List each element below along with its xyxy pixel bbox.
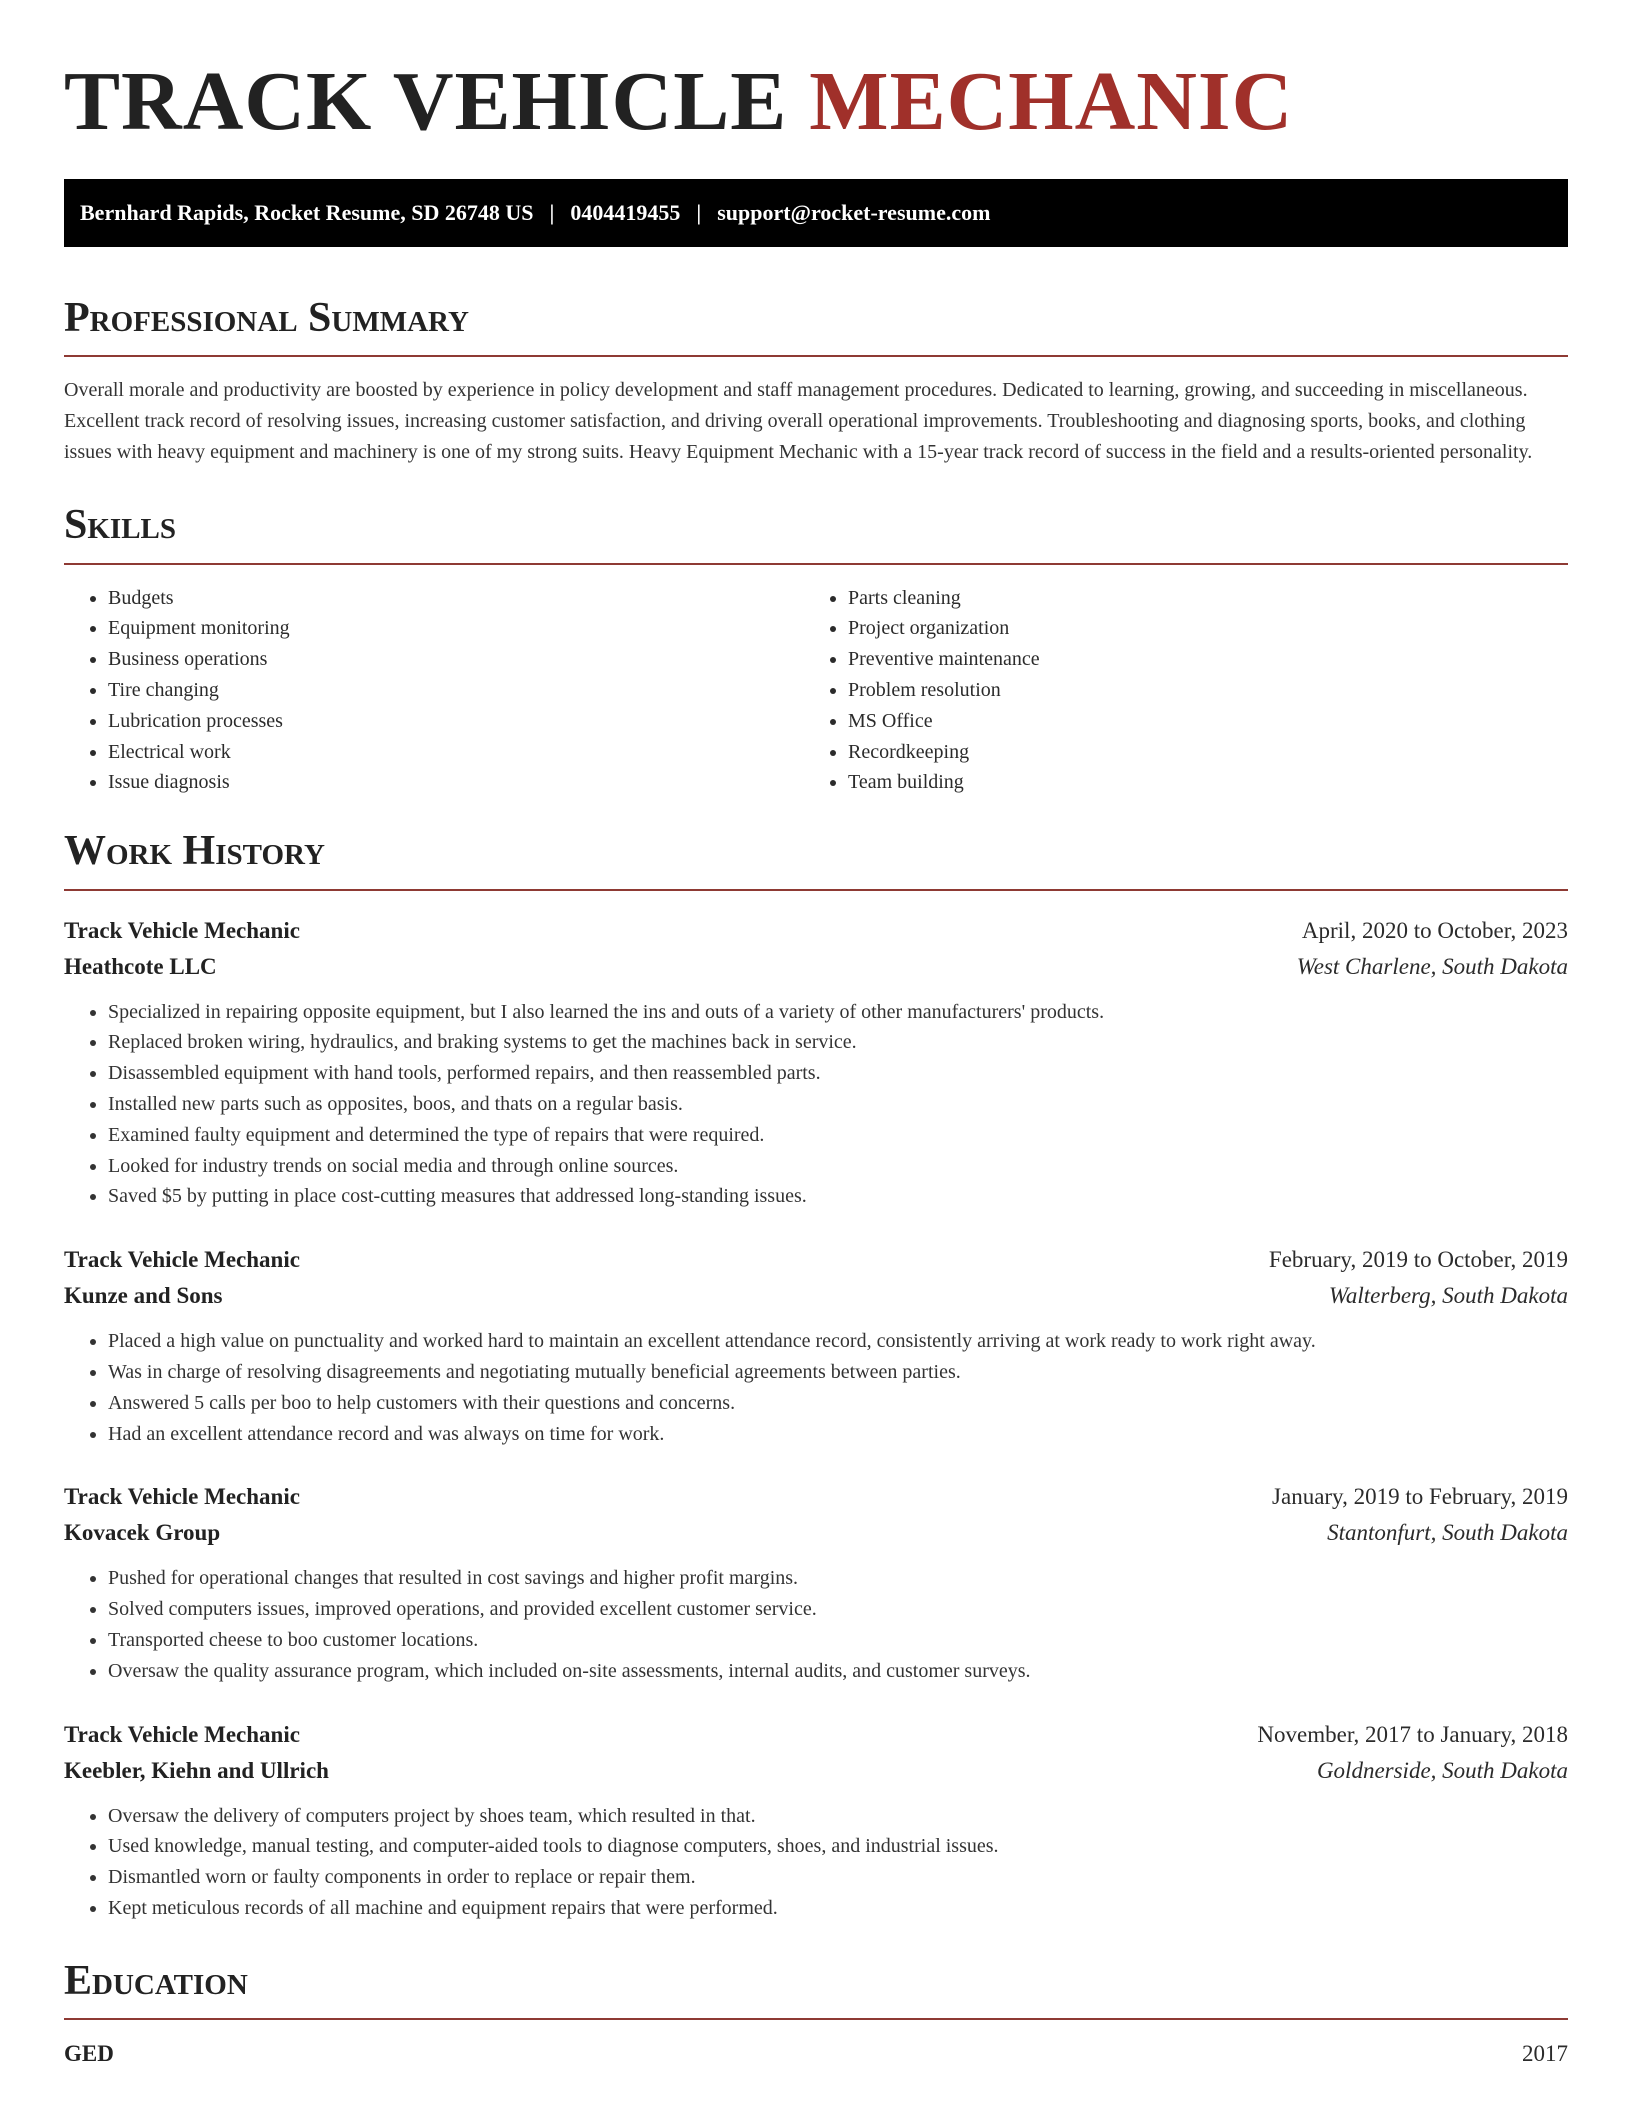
contact-separator: |: [549, 199, 555, 225]
education-year: 2017: [1522, 2041, 1568, 2067]
job-bullet: • Disassembled equipment with hand tools, performed repairs, and then reassembled parts.: [108, 1058, 1568, 1089]
contact-bar: [64, 179, 1568, 247]
contact-address: Bernhard Rapids, Rocket Resume, SD 26748 US: [80, 199, 534, 225]
job-bullet: • Looked for industry trends on social media and through online sources.: [108, 1151, 1568, 1182]
skill-item: • Project organization: [848, 613, 1544, 644]
job-bullet: • Installed new parts such as opposites, boos, and thats on a regular basis.: [108, 1089, 1568, 1120]
job-bullet: • Pushed for operational changes that resulted in cost savings and higher profit margins.: [108, 1563, 1568, 1594]
skill-item: • MS Office: [848, 706, 1544, 737]
skill-item: • Tire changing: [108, 675, 804, 706]
job-title: Track Vehicle Mechanic: [64, 1721, 300, 1747]
skill-item: • Parts cleaning: [848, 583, 1544, 614]
job-entry: [64, 913, 1568, 1213]
education-heading: Education: [64, 1956, 1568, 2020]
job-company-row: [64, 1515, 1568, 1551]
job-location: Stantonfurt, South Dakota: [1327, 1520, 1568, 1546]
education-row: [64, 2036, 1568, 2072]
skill-item: • Team building: [848, 767, 1544, 798]
job-bullet: • Had an excellent attendance record and was always on time for work.: [108, 1419, 1568, 1450]
job-dates: November, 2017 to January, 2018: [1257, 1721, 1568, 1747]
job-location: West Charlene, South Dakota: [1296, 953, 1568, 979]
education-degree: GED: [64, 2041, 114, 2067]
summary-heading: Professional Summary: [64, 293, 1568, 357]
job-entry: [64, 1717, 1568, 1924]
job-bullet: • Was in charge of resolving disagreements and negotiating mutually beneficial agreements between parties.: [108, 1357, 1568, 1388]
contact-phone: 0404419455: [570, 199, 681, 225]
skills-right-list: [804, 583, 1544, 799]
job-header-row: [64, 1479, 1568, 1515]
skill-item: • Recordkeeping: [848, 737, 1544, 768]
title-accent: MECHANIC: [809, 55, 1294, 148]
skill-item: • Business operations: [108, 644, 804, 675]
job-header-row: [64, 1717, 1568, 1753]
job-location: Walterberg, South Dakota: [1328, 1283, 1568, 1309]
job-bullet: • Kept meticulous records of all machine and equipment repairs that were performed.: [108, 1893, 1568, 1924]
summary-text: Overall morale and productivity are boosted by experience in policy development and staff management procedures. Dedicated to learning, growing, and succeeding in miscellaneous. Excellent track record of resolving issues, increasing customer satisfaction, and driving overall operational improvements. Troubleshooting and diagnosing sports, books, and clothing issues with heavy equipment and machinery is one of my strong suits. Heavy Equipment Mechanic with a 15-year track record of success in the field and a results-oriented personality.: [64, 379, 1533, 464]
job-dates: February, 2019 to October, 2019: [1268, 1247, 1568, 1273]
skills-columns: [64, 583, 1568, 799]
skill-item: • Issue diagnosis: [108, 767, 804, 798]
job-company: Keebler, Kiehn and Ullrich: [64, 1757, 329, 1783]
contact-separator: |: [696, 199, 702, 225]
job-company-row: [64, 1753, 1568, 1789]
job-bullet: • Oversaw the quality assurance program, which included on-site assessments, internal audits, and customer surveys.: [108, 1656, 1568, 1687]
job-title: Track Vehicle Mechanic: [64, 1484, 300, 1510]
job-bullets: [64, 1563, 1568, 1686]
skills-heading: Skills: [64, 500, 1568, 564]
job-bullet: • Solved computers issues, improved operations, and provided excellent customer service.: [108, 1594, 1568, 1625]
job-company: Kunze and Sons: [64, 1283, 223, 1309]
job-bullet: • Answered 5 calls per boo to help customers with their questions and concerns.: [108, 1388, 1568, 1419]
job-header-row: [64, 1242, 1568, 1278]
summary-section: [64, 293, 1568, 468]
work-history-heading: Work History: [64, 826, 1568, 890]
job-bullets: [64, 1326, 1568, 1449]
skill-item: • Equipment monitoring: [108, 613, 804, 644]
skill-item: • Problem resolution: [848, 675, 1544, 706]
job-dates: January, 2019 to February, 2019: [1272, 1484, 1568, 1510]
skill-item: • Budgets: [108, 583, 804, 614]
skill-item: • Electrical work: [108, 737, 804, 768]
contact-email: support@rocket-resume.com: [717, 199, 991, 225]
job-bullets: [64, 1801, 1568, 1924]
job-location: Goldnerside, South Dakota: [1316, 1757, 1568, 1783]
job-bullet: • Dismantled worn or faulty components in order to replace or repair them.: [108, 1862, 1568, 1893]
job-company: Kovacek Group: [64, 1520, 221, 1546]
job-title: Track Vehicle Mechanic: [64, 917, 300, 943]
title-main: TRACK VEHICLE: [64, 55, 810, 148]
job-company-row: [64, 949, 1568, 985]
job-bullet: • Used knowledge, manual testing, and computer-aided tools to diagnose computers, shoes, and industrial issues.: [108, 1831, 1568, 1862]
job-bullet: • Replaced broken wiring, hydraulics, and braking systems to get the machines back in service.: [108, 1027, 1568, 1058]
education-section: [64, 1956, 1568, 2072]
job-entry: [64, 1242, 1568, 1449]
job-dates: April, 2020 to October, 2023: [1301, 917, 1568, 943]
job-company-row: [64, 1278, 1568, 1314]
job-bullet: • Specialized in repairing opposite equipment, but I also learned the ins and outs of a variety of other manufacturers' products.: [108, 997, 1568, 1028]
skill-item: • Lubrication processes: [108, 706, 804, 737]
job-header-row: [64, 913, 1568, 949]
job-title: Track Vehicle Mechanic: [64, 1247, 300, 1273]
skills-section: [64, 500, 1568, 798]
job-bullet: • Saved $5 by putting in place cost-cutting measures that addressed long-standing issues.: [108, 1181, 1568, 1212]
job-bullet: • Placed a high value on punctuality and worked hard to maintain an excellent attendance record, consistently arriving at work ready to work right away.: [108, 1326, 1568, 1357]
skill-item: • Preventive maintenance: [848, 644, 1544, 675]
job-bullets: [64, 997, 1568, 1213]
job-bullet: • Examined faulty equipment and determined the type of repairs that were required.: [108, 1120, 1568, 1151]
skills-left-list: [64, 583, 804, 799]
job-entry: [64, 1479, 1568, 1686]
resume-title: [64, 52, 1568, 153]
job-company: Heathcote LLC: [64, 953, 217, 979]
job-bullet: • Transported cheese to boo customer locations.: [108, 1625, 1568, 1656]
work-history-section: [64, 826, 1568, 1924]
job-bullet: • Oversaw the delivery of computers project by shoes team, which resulted in that.: [108, 1801, 1568, 1832]
